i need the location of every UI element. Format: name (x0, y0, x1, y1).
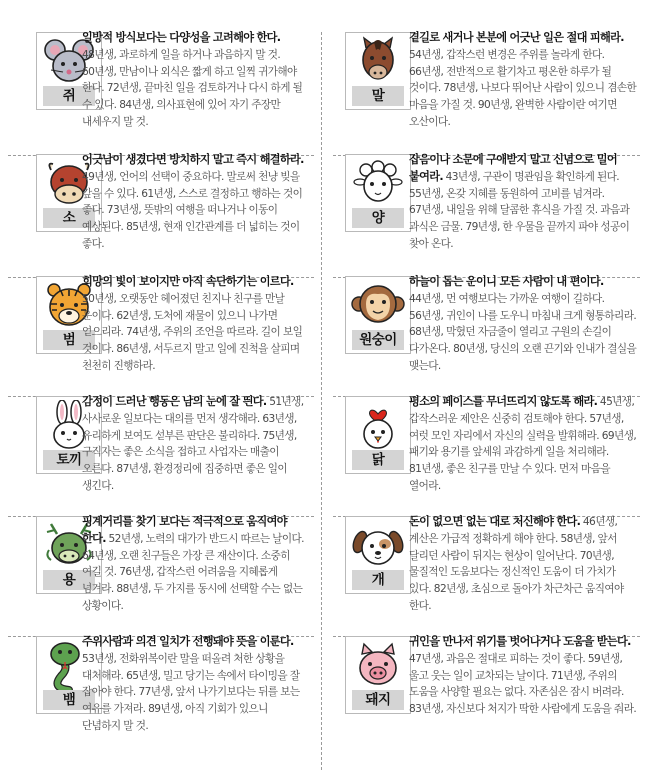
animal-name: 원숭이 (352, 330, 404, 350)
fortune-text (335, 274, 638, 375)
fortune-headline: 감정이 드러난 행동은 남의 눈에 잘 띈다. (82, 395, 267, 408)
animal-name: 뱀 (43, 690, 95, 710)
zodiac-entry-dog (335, 514, 638, 634)
fortune-headline: 하늘이 돕는 운이니 모든 사람이 내 편이다. (409, 275, 604, 288)
zodiac-entry-snake (8, 634, 308, 770)
fortune-text (8, 30, 308, 131)
animal-name: 말 (352, 86, 404, 106)
fortune-headline: 희망의 빛이 보이지만 아직 속단하기는 이르다. (82, 275, 294, 288)
fortune-text (8, 152, 308, 253)
zodiac-entry-rooster (335, 394, 638, 514)
animal-name: 돼지 (352, 690, 404, 710)
fortune-headline: 돈이 없으면 없는 대로 처신해야 한다. (409, 515, 581, 528)
fortune-body: 43년생, 구관이 명관임을 확인하게 된다. 55년생, 온갖 지혜를 동원하여 고비를 넘겨라. 67년생, 내일을 위해 달콤한 휴식을 가질 것. 과음과 과식은 금물. 79년생, 한 우물을 끝까지 파야 성공이 찾아 온다. (409, 170, 630, 250)
fortune-body: 49년생, 언어의 선택이 중요하다. 말로써 천냥 빚을 갚을 수 있다. 61년생, 스스로 결정하고 행하는 것이 좋다. 73년생, 뜻밖의 여행을 떠나거나 이동이 예상된다. 85년생, 현재 인간관계를 더 넓히는 것이 좋다. (82, 170, 303, 250)
fortune-body: 46년생, 계산은 가급적 정확하게 해야 한다. 58년생, 앞서 달리던 사람이 뒤지는 현상이 일어난다. 70년생, 물질적인 도움보다는 정신적인 도움이 더 가치가 있다. 82년생, 초심으로 돌아가 차근차근 움직여야 한다. (409, 516, 624, 612)
fortune-body: 50년생, 오랫동안 헤어졌던 친지나 친구를 만날 운이다. 62년생, 도처에 재물이 있으니 나가면 얻으리라. 74년생, 주위의 조언을 따르라. 길이 보일 것이다. 86년생, 서두르지 말고 일에 진척을 살피며 천천히 진행하라. (82, 292, 303, 372)
zodiac-entry-mouse (8, 30, 308, 152)
fortune-headline: 어긋남이 생겼다면 방치하지 말고 즉시 해결하라. (82, 153, 304, 166)
fortune-text (335, 30, 638, 131)
zodiac-entry-rabbit (8, 394, 308, 514)
column-divider (321, 32, 322, 770)
fortune-body: 53년생, 전화위복이란 말을 떠올려 처한 상황을 대처해라. 65년생, 밀고 당기는 속에서 타이밍을 잘 잡아야 한다. 77년생, 앞서 나가기보다는 뒤를 보는 여유를 가져라. 89년생, 아직 기회가 있으니 단념하지 말 것. (82, 652, 300, 732)
fortune-headline: 주위사람과 의견 일치가 선행돼야 뜻을 이룬다. (82, 635, 294, 648)
fortune-headline: 핑계거리를 찾기 보다는 적극적으로 움직여야 한다. (82, 515, 287, 545)
animal-name: 닭 (352, 450, 404, 470)
fortune-headline: 평소의 페이스를 무너뜨리지 않도록 해라. (409, 395, 598, 408)
fortune-text (335, 514, 638, 615)
fortune-text (8, 394, 308, 495)
fortune-text (335, 152, 638, 253)
fortune-body: 48년생, 과로하게 일을 하거나 과음하지 말 것. 60년생, 만남이나 외식은 짧게 하고 일찍 귀가해야 한다. 72년생, 끝마친 일을 검토하거나 다시 하게 될 수 있다. 84년생, 의사표현에 있어 자기 주장만 내세우지 말 것. (82, 48, 303, 128)
animal-name: 개 (352, 570, 404, 590)
animal-name: 소 (43, 208, 95, 228)
animal-name: 토끼 (43, 450, 95, 470)
fortune-headline: 일방적 방식보다는 다양성을 고려해야 한다. (82, 31, 281, 44)
zodiac-entry-cow (8, 152, 308, 274)
animal-name: 범 (43, 330, 95, 350)
fortune-body: 51년생, 사사로운 일보다는 대의를 먼저 생각해라. 63년생, 유리하게 보여도 섣부른 판단은 불리하다. 75년생, 구직자는 좋은 소식을 접하고 사업자는 매출이 오른다. 87년생, 환경정리에 집중하면 좋은 일이 생긴다. (82, 396, 304, 492)
fortune-headline: 곁길로 새거나 본분에 어긋난 일은 절대 피해라. (409, 31, 624, 44)
animal-name: 양 (352, 208, 404, 228)
fortune-body: 44년생, 먼 여행보다는 가까운 여행이 길하다. 56년생, 귀인이 나를 도우니 마침내 크게 형통하리라. 68년생, 막혔던 자금줄이 열리고 구원의 손길이 다가온다. 80년생, 당신의 오랜 끈기와 인내가 결실을 맺는다. (409, 292, 637, 372)
fortune-body: 52년생, 노력의 대가가 반드시 따르는 날이다. 64년생, 오랜 친구들은 가장 큰 재산이다. 소중히 여길 것. 76년생, 갑작스런 어려움을 지혜롭게 넘겨라. 88년생, 두 가지를 동시에 선택할 수는 없는 상황이다. (82, 532, 304, 612)
fortune-headline: 귀인을 만나서 위기를 벗어나거나 도움을 받는다. (409, 635, 631, 648)
zodiac-entry-horse (335, 30, 638, 152)
zodiac-entry-dragon (8, 514, 308, 634)
zodiac-entry-pig (335, 634, 638, 770)
animal-name: 쥐 (43, 86, 95, 106)
fortune-body: 45년생, 갑작스러운 제안은 신중히 검토해야 한다. 57년생, 여럿 모인 자리에서 자신의 실력을 발휘해라. 69년생, 패기와 용기를 앞세워 과감하게 일을 처리해라. 81년생, 좋은 친구를 만날 수 있다. 먼저 마음을 열어라. (409, 396, 637, 492)
fortune-text (8, 634, 308, 735)
fortune-text (335, 634, 638, 718)
fortune-text (335, 394, 638, 495)
fortune-headline: 잡음이나 소문에 구애받지 말고 신념으로 밀어 붙여라. (409, 153, 618, 183)
zodiac-entry-monkey (335, 274, 638, 394)
fortune-text (8, 274, 308, 375)
fortune-text (8, 514, 308, 615)
zodiac-entry-sheep (335, 152, 638, 274)
fortune-body: 54년생, 갑작스런 변경은 주위를 놀라게 한다. 66년생, 전반적으로 활기차고 평온한 하루가 될 것이다. 78년생, 나보다 뛰어난 사람이 있으니 겸손한 마음을 가질 것. 90년생, 완벽한 사람이란 여기면 오산이다. (409, 48, 637, 128)
animal-name: 용 (43, 570, 95, 590)
zodiac-entry-tiger (8, 274, 308, 394)
fortune-body: 47년생, 과음은 절대로 피하는 것이 좋다. 59년생, 울고 웃는 일이 교차되는 날이다. 71년생, 주위의 도움을 사양할 필요는 없다. 자존심은 잠시 버려라. 83년생, 자신보다 처지가 딱한 사람에게 도움을 줘라. (409, 652, 637, 716)
